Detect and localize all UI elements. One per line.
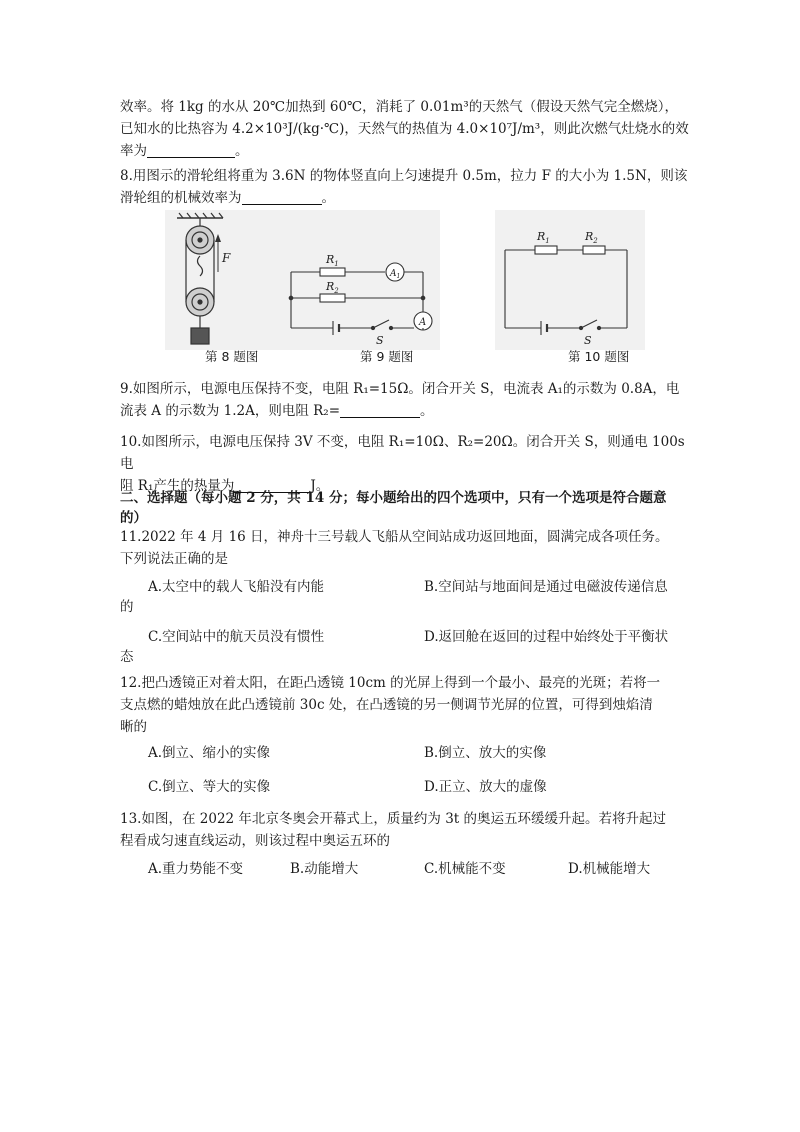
q10-line2: 阻 R₁产生的热量为 xyxy=(120,478,235,494)
q9-answer-blank[interactable] xyxy=(340,402,420,418)
q11-line2: 下列说法正确的是 xyxy=(120,551,228,567)
q9-line2: 流表 A 的示数为 1.2A，则电阻 R₂= xyxy=(120,403,341,419)
q7-answer-blank[interactable] xyxy=(147,142,235,158)
q7-line3: 率为 xyxy=(120,143,147,159)
fig10-r1-label: $R_1$ xyxy=(537,230,550,245)
q11-option-b[interactable]: B.空间站与地面间是通过电磁波传递信息 xyxy=(424,579,668,595)
q11-option-b-wrap: 的 xyxy=(120,599,134,615)
q13-option-c[interactable]: C.机械能不变 xyxy=(424,861,506,877)
figures-strip xyxy=(165,210,645,360)
q7-end: 。 xyxy=(235,143,249,159)
q12-line2: 支点燃的蜡烛放在此凸透镜前 30c 处，在凸透镜的另一侧调节光屏的位置，可得到烛焰清 xyxy=(120,697,653,713)
q8-end: 。 xyxy=(321,190,335,206)
q13-line2: 程看成匀速直线运动，则该过程中奥运五环的 xyxy=(120,833,390,849)
fig10-r2-label: $R_2$ xyxy=(585,230,598,245)
q11-option-d-wrap: 态 xyxy=(120,649,134,665)
fig9-r1-label: $R_1$ xyxy=(326,253,339,268)
q13-stem xyxy=(120,808,690,852)
q8-line2: 滑轮组的机械效率为 xyxy=(120,190,242,206)
q7-line2: 已知水的比热容为 4.2×10³J/(kg·℃)，天然气的热值为 4.0×10⁷J/m³，则此次燃气灶烧水的效 xyxy=(120,121,689,137)
q13-option-a[interactable]: A.重力势能不变 xyxy=(148,861,244,877)
figure-8-force-label: F xyxy=(222,251,231,265)
fig9-ammeter-a-label: A xyxy=(419,317,427,328)
q9-end: 。 xyxy=(420,403,434,419)
q9-text xyxy=(120,378,690,422)
q11-option-c[interactable]: C.空间站中的航天员没有惯性 xyxy=(148,629,325,645)
figure-10-background xyxy=(495,210,645,350)
q13-line1: 13.如图，在 2022 年北京冬奥会开幕式上，质量约为 3t 的奥运五环缓缓升起。若将升起过 xyxy=(120,811,667,827)
figure-9-caption: 第 9 题图 xyxy=(360,349,414,364)
q11-stem xyxy=(120,526,690,570)
section-2-line1: 二、选择题（每小题 2 分，共 14 分；每小题给出的四个选项中，只有一个选项是符合题意 xyxy=(120,490,667,506)
section-2-line2: 的） xyxy=(120,510,147,526)
q11-option-a[interactable]: A.太空中的载人飞船没有内能 xyxy=(148,579,325,595)
q13-option-b[interactable]: B.动能增大 xyxy=(290,861,359,877)
q12-option-c[interactable]: C.倒立、等大的实像 xyxy=(148,779,271,795)
fig9-switch-label: S xyxy=(376,334,384,347)
figure-10-caption: 第 10 题图 xyxy=(568,349,630,364)
q12-option-d[interactable]: D.正立、放大的虚像 xyxy=(424,779,547,795)
section-2-heading xyxy=(120,488,690,528)
q12-stem xyxy=(120,672,690,738)
q8-text xyxy=(120,165,690,209)
q12-line1: 12.把凸透镜正对着太阳，在距凸透镜 10cm 的光屏上得到一个最小、最亮的光斑；若将一 xyxy=(120,675,661,691)
q8-answer-blank[interactable] xyxy=(242,189,322,205)
q10-line1: 10.如图所示，电源电压保持 3V 不变，电阻 R₁=10Ω、R₂=20Ω。闭合开关 S，则通电 100s 电 xyxy=(120,434,685,472)
figure-8-caption: 第 8 题图 xyxy=(205,349,259,364)
q9-line1: 9.如图所示，电源电压保持不变，电阻 R₁=15Ω。闭合开关 S，电流表 A₁的示数为 0.8A，电 xyxy=(120,381,680,397)
q13-option-d[interactable]: D.机械能增大 xyxy=(568,861,651,877)
fig10-switch-label: S xyxy=(584,334,592,347)
q10-end: J。 xyxy=(310,478,330,494)
q12-option-b[interactable]: B.倒立、放大的实像 xyxy=(424,745,547,761)
q7-text xyxy=(120,96,690,162)
q11-line1: 11.2022 年 4 月 16 日，神舟十三号载人飞船从空间站成功返回地面，圆满完成各项任务。 xyxy=(120,529,669,545)
q12-line3: 晰的 xyxy=(120,719,147,735)
q8-line1: 8.用图示的滑轮组将重为 3.6N 的物体竖直向上匀速提升 0.5m，拉力 F 的大小为 1.5N，则该 xyxy=(120,168,688,184)
fig9-ammeter-a1-label: $A_1$ xyxy=(390,269,401,280)
q11-option-d[interactable]: D.返回舱在返回的过程中始终处于平衡状 xyxy=(424,629,669,645)
fig9-r2-label: $R_2$ xyxy=(326,280,339,295)
q7-line1: 效率。将 1kg 的水从 20℃加热到 60℃，消耗了 0.01m³的天然气（假设天然气完全燃烧）， xyxy=(120,99,678,115)
q12-option-a[interactable]: A.倒立、缩小的实像 xyxy=(148,745,271,761)
